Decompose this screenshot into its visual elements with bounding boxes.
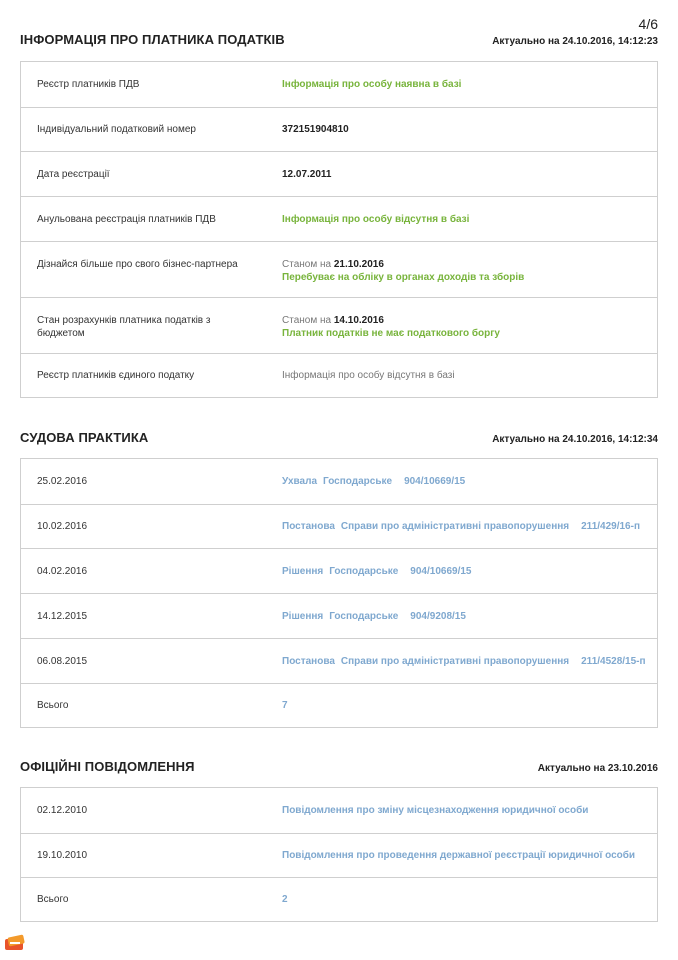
case-number: 211/4528/15-п xyxy=(581,655,646,667)
table-row xyxy=(21,196,657,241)
case-type: Ухвала xyxy=(282,476,318,487)
case-category: Господарське xyxy=(323,476,393,487)
case-category: Господарське xyxy=(329,610,399,622)
table-row xyxy=(21,833,657,877)
table-row xyxy=(21,353,657,397)
table-row xyxy=(21,241,657,297)
court-case-link[interactable] xyxy=(282,610,657,623)
court-date: 14.12.2015 xyxy=(37,610,88,622)
total-count-link[interactable]: 7 xyxy=(282,700,288,711)
table-row xyxy=(21,683,657,727)
taxpayer-section-updated: Актуально на 24.10.2016, 14:12:23 xyxy=(492,36,658,47)
notice-date: 02.12.2010 xyxy=(37,805,88,816)
case-type: Постанова xyxy=(282,655,335,667)
row-label: Дізнайся більше про свого бізнес-партнера xyxy=(37,259,238,270)
row-label: Дата реєстрації xyxy=(37,168,110,180)
taxpayer-section-header xyxy=(20,32,658,47)
notice-date: 19.10.2010 xyxy=(37,850,88,861)
notices-section-title: ОФІЦІЙНІ ПОВІДОМЛЕННЯ xyxy=(20,759,195,774)
court-date: 25.02.2016 xyxy=(37,476,88,487)
table-row xyxy=(21,151,657,196)
status-text: Перебуває на обліку в органах доходів та зборів xyxy=(282,272,525,283)
taxpayer-table xyxy=(20,61,658,398)
row-value: 372151904810 xyxy=(282,124,349,135)
case-category: Справи про адміністративні правопорушення xyxy=(340,521,570,532)
notice-link[interactable]: Повідомлення про зміну місцезнаходження юридичної особи xyxy=(282,805,589,816)
court-section-updated: Актуально на 24.10.2016, 14:12:34 xyxy=(492,434,658,445)
notices-table xyxy=(20,787,658,922)
case-type: Рішення xyxy=(282,610,324,622)
court-date: 04.02.2016 xyxy=(37,565,88,577)
case-category: Господарське xyxy=(329,565,399,577)
notice-link[interactable]: Повідомлення про проведення державної реєстрації юридичної особи xyxy=(282,850,636,861)
case-number: 904/9208/15 xyxy=(410,610,466,622)
status-prefix: Станом на xyxy=(282,259,332,270)
table-row xyxy=(21,548,657,593)
row-value: Інформація про особу відсутня в базі xyxy=(282,370,455,381)
court-case-link[interactable] xyxy=(282,655,657,668)
status-prefix: Станом на xyxy=(282,315,332,326)
court-date: 06.08.2015 xyxy=(37,655,88,667)
case-number: 904/10669/15 xyxy=(404,476,466,487)
notices-section-header xyxy=(20,759,658,774)
status-text: Платник податків не має податкового боргу xyxy=(282,328,500,339)
court-table xyxy=(20,458,658,728)
case-number: 211/429/16-п xyxy=(581,521,640,532)
case-number: 904/10669/15 xyxy=(410,565,472,577)
total-count-link[interactable]: 2 xyxy=(282,894,288,905)
total-label: Всього xyxy=(37,700,69,711)
row-label: Анульована реєстрація платників ПДВ xyxy=(37,213,216,225)
row-label: Реєстр платників ПДВ xyxy=(37,79,140,90)
table-row xyxy=(21,504,657,548)
court-case-link[interactable] xyxy=(282,520,657,533)
case-type: Постанова xyxy=(282,521,335,532)
logo-stamp-icon xyxy=(4,934,26,952)
table-row xyxy=(21,62,657,107)
table-row xyxy=(21,593,657,638)
court-section-title: СУДОВА ПРАКТИКА xyxy=(20,430,149,445)
notices-section-updated: Актуально на 23.10.2016 xyxy=(537,763,658,774)
row-label: Індивідуальний податковий номер xyxy=(37,124,196,135)
case-type: Рішення xyxy=(282,565,324,577)
table-row xyxy=(21,788,657,833)
total-label: Всього xyxy=(37,894,69,905)
page-number: 4/6 xyxy=(638,16,658,32)
taxpayer-section-title: ІНФОРМАЦІЯ ПРО ПЛАТНИКА ПОДАТКІВ xyxy=(20,32,285,47)
row-value: 12.07.2011 xyxy=(282,168,332,180)
table-row xyxy=(21,877,657,921)
row-label: Стан розрахунків платника податків з бюджетом xyxy=(37,315,211,339)
row-value: Інформація про особу відсутня в базі xyxy=(282,213,470,225)
status-date: 21.10.2016 xyxy=(333,259,384,270)
row-label: Реєстр платників єдиного податку xyxy=(37,370,195,381)
table-row xyxy=(21,459,657,504)
table-row xyxy=(21,638,657,683)
row-value: Інформація про особу наявна в базі xyxy=(282,79,462,90)
court-case-link[interactable] xyxy=(282,475,657,488)
status-date: 14.10.2016 xyxy=(333,315,384,326)
court-case-link[interactable] xyxy=(282,565,657,578)
case-category: Справи про адміністративні правопорушення xyxy=(340,655,570,667)
table-row xyxy=(21,297,657,353)
table-row xyxy=(21,107,657,151)
court-section-header xyxy=(20,430,658,445)
court-date: 10.02.2016 xyxy=(37,521,88,532)
